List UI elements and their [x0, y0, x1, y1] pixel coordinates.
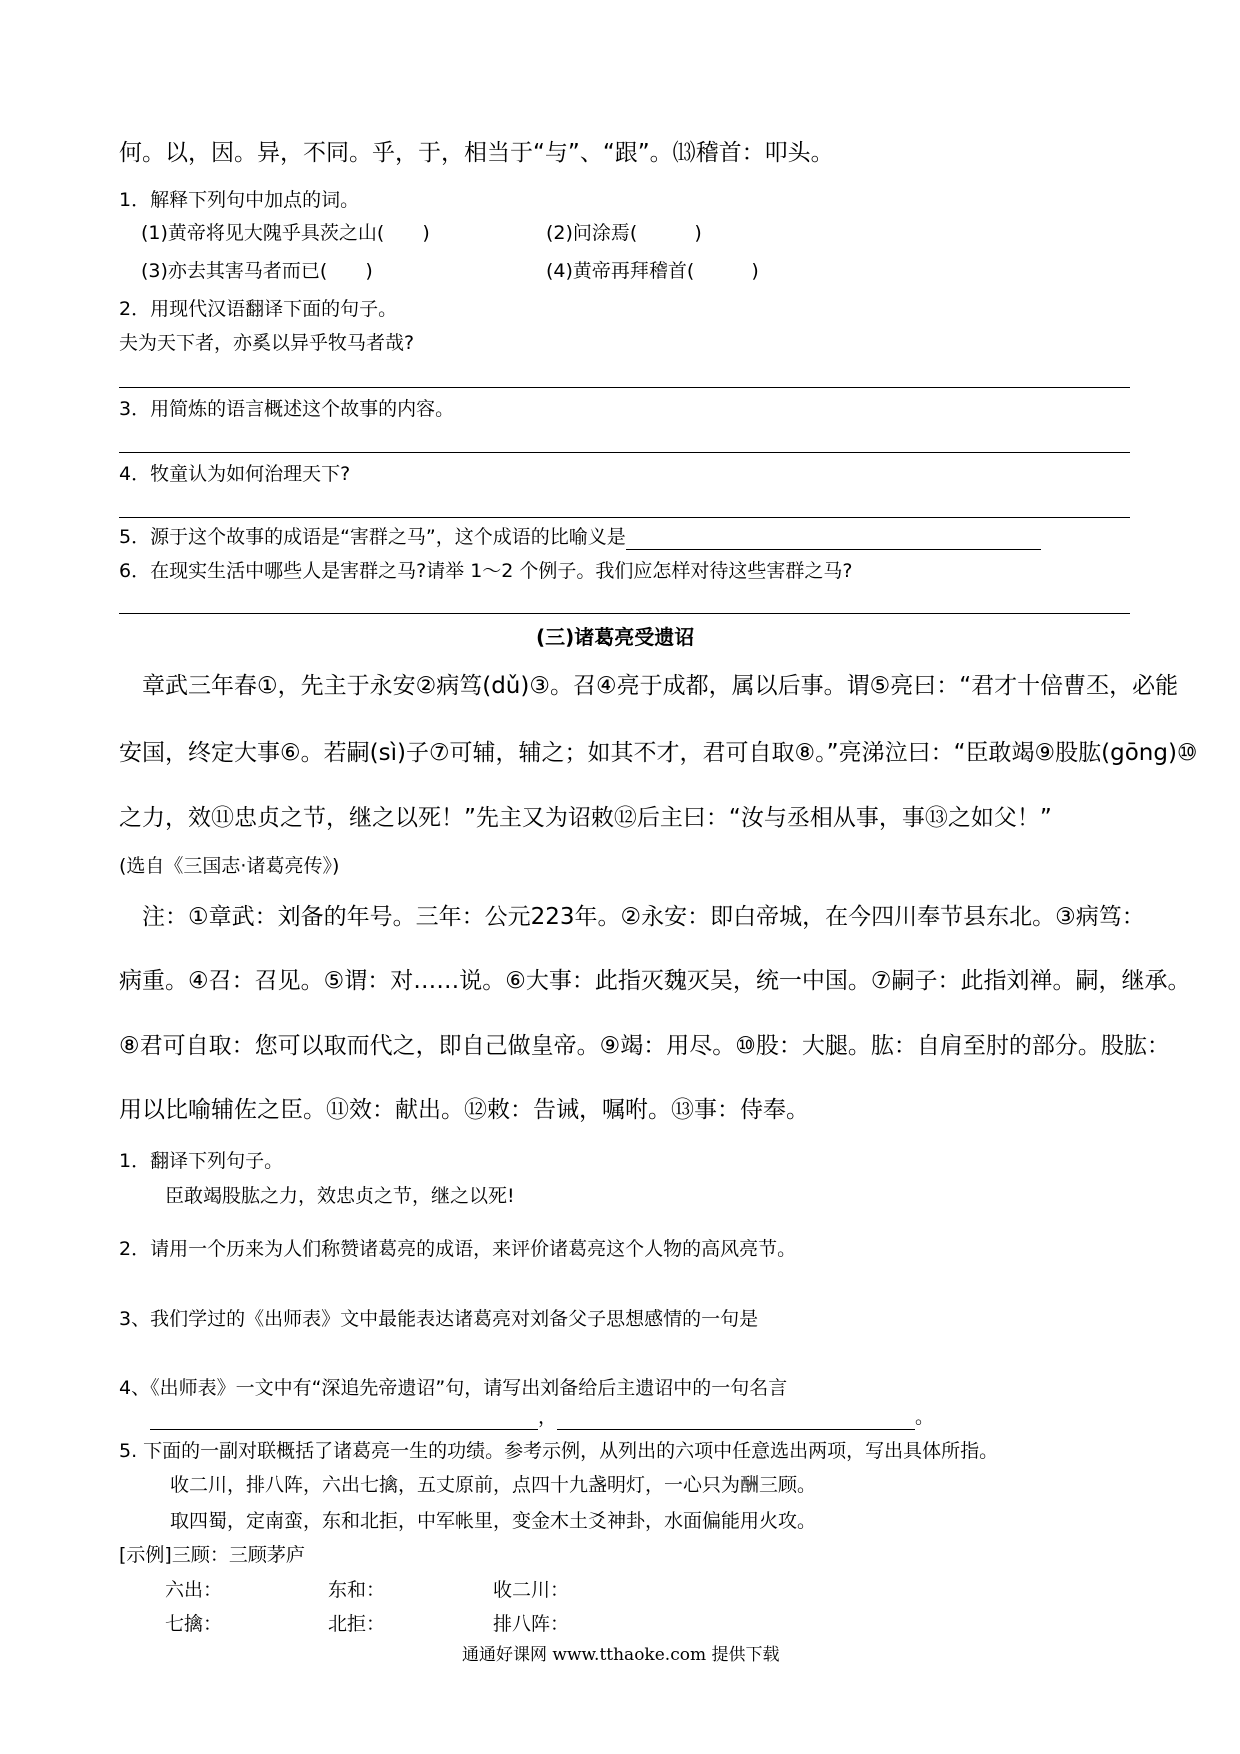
q2-sentence: 夫为天下者，亦奚以异乎牧马者哉? [119, 332, 415, 354]
answer-line [119, 387, 1130, 388]
grid-row-1-col-1: 六出： [165, 1579, 223, 1601]
grid-row-2-col-1: 七擒： [165, 1613, 223, 1635]
example-line: [示例]三顾：三顾茅庐 [119, 1544, 305, 1566]
question-6: 6．在现实生活中哪些人是害群之马?请举 1～2 个例子。我们应怎样对待这些害群之马? [119, 560, 853, 582]
passage-line-1: 章武三年春①，先主于永安②病笃(dǔ)③。召④亮于成都，属以后事。谓⑤亮曰：“君才十倍曹丕，必能 [119, 673, 1179, 699]
answer-blank[interactable] [626, 527, 1041, 550]
top-note: 何。以，因。异，不同。乎，于，相当于“与”、“跟”。⒀稽首：叩头。 [119, 140, 834, 166]
question-3: 3．用简炼的语言概述这个故事的内容。 [119, 398, 455, 420]
answer-line [119, 452, 1130, 453]
answer-blank[interactable] [150, 1407, 538, 1430]
grid-row-2-col-2: 北拒： [328, 1613, 386, 1635]
s3-question-1: 1．翻译下列句子。 [119, 1150, 284, 1172]
q1-item-3: (3)亦去其害马者而已( ) [141, 260, 373, 282]
q1-item-2: (2)问涂焉( ) [546, 222, 702, 244]
question-4: 4．牧童认为如何治理天下? [119, 463, 351, 485]
passage-source: (选自《三国志·诸葛亮传》) [119, 855, 340, 877]
note-line-3: ⑧君可自取：您可以取而代之，即自己做皇帝。⑨竭：用尽。⑩股：大腿。肱：自肩至肘的部分。股肱： [119, 1033, 1170, 1059]
q4-comma: ， [538, 1406, 558, 1428]
grid-row-1-col-3: 收二川： [493, 1579, 570, 1601]
q4-period: 。 [915, 1406, 935, 1428]
couplet-line-1: 收二川，排八阵，六出七擒，五丈原前，点四十九盏明灯，一心只为酬三顾。 [170, 1474, 817, 1496]
question-5-text: 5．源于这个故事的成语是“害群之马”，这个成语的比喻义是 [119, 526, 626, 548]
question-5 [119, 524, 1041, 550]
s3-question-3: 3、我们学过的《出师表》文中最能表达诸葛亮对刘备父子思想感情的一句是 [119, 1308, 759, 1330]
page-footer: 通通好课网 www.tthaoke.com 提供下载 [462, 1645, 780, 1665]
answer-line [119, 517, 1130, 518]
answer-line [119, 613, 1130, 614]
note-line-1: 注：①章武：刘备的年号。三年：公元223年。②永安：即白帝城，在今四川奉节县东北。③病笃： [119, 904, 1145, 930]
couplet-line-2: 取四蜀，定南蛮，东和北拒，中军帐里，变金木土爻神卦，水面偏能用火攻。 [170, 1510, 817, 1532]
passage-line-2: 安国，终定大事⑥。若嗣(sì)子⑦可辅，辅之；如其不才，君可自取⑧。”亮涕泣曰：“臣敢竭⑨股肱(gōng)⑩ [119, 740, 1198, 766]
s3-question-2: 2．请用一个历来为人们称赞诸葛亮的成语，来评价诸葛亮这个人物的高风亮节。 [119, 1238, 797, 1260]
note-line-2: 病重。④召：召见。⑤谓：对……说。⑥大事：此指灭魏灭吴，统一中国。⑦嗣子：此指刘禅。嗣，继承。 [119, 968, 1191, 994]
s3-q1-sentence: 臣敢竭股肱之力，效忠贞之节，继之以死! [165, 1185, 515, 1207]
question-1: 1．解释下列句中加点的词。 [119, 189, 360, 211]
s3-question-4: 4、《出师表》一文中有“深追先帝遗诏”句，请写出刘备给后主遗诏中的一句名言 [119, 1377, 788, 1399]
s3-q4-blanks [150, 1404, 934, 1430]
question-2: 2．用现代汉语翻译下面的句子。 [119, 298, 398, 320]
q1-item-4: (4)黄帝再拜稽首( ) [546, 260, 759, 282]
grid-row-2-col-3: 排八阵： [493, 1613, 570, 1635]
s3-question-5: 5. 下面的一副对联概括了诸葛亮一生的功绩。参考示例，从列出的六项中任意选出两项，写出具体所指。 [119, 1440, 999, 1462]
grid-row-1-col-2: 东和： [328, 1579, 386, 1601]
q1-item-1: (1)黄帝将见大隗乎具茨之山( ) [141, 222, 430, 244]
answer-blank[interactable] [557, 1407, 915, 1430]
passage-line-3: 之力，效⑪忠贞之节，继之以死！”先主又为诏敕⑫后主曰：“汝与丞相从事，事⑬之如父！” [119, 805, 1052, 831]
section-title: (三)诸葛亮受遗诏 [536, 625, 695, 649]
note-line-4: 用以比喻辅佐之臣。⑪效：献出。⑫敕：告诫，嘱咐。⑬事：侍奉。 [119, 1097, 809, 1123]
